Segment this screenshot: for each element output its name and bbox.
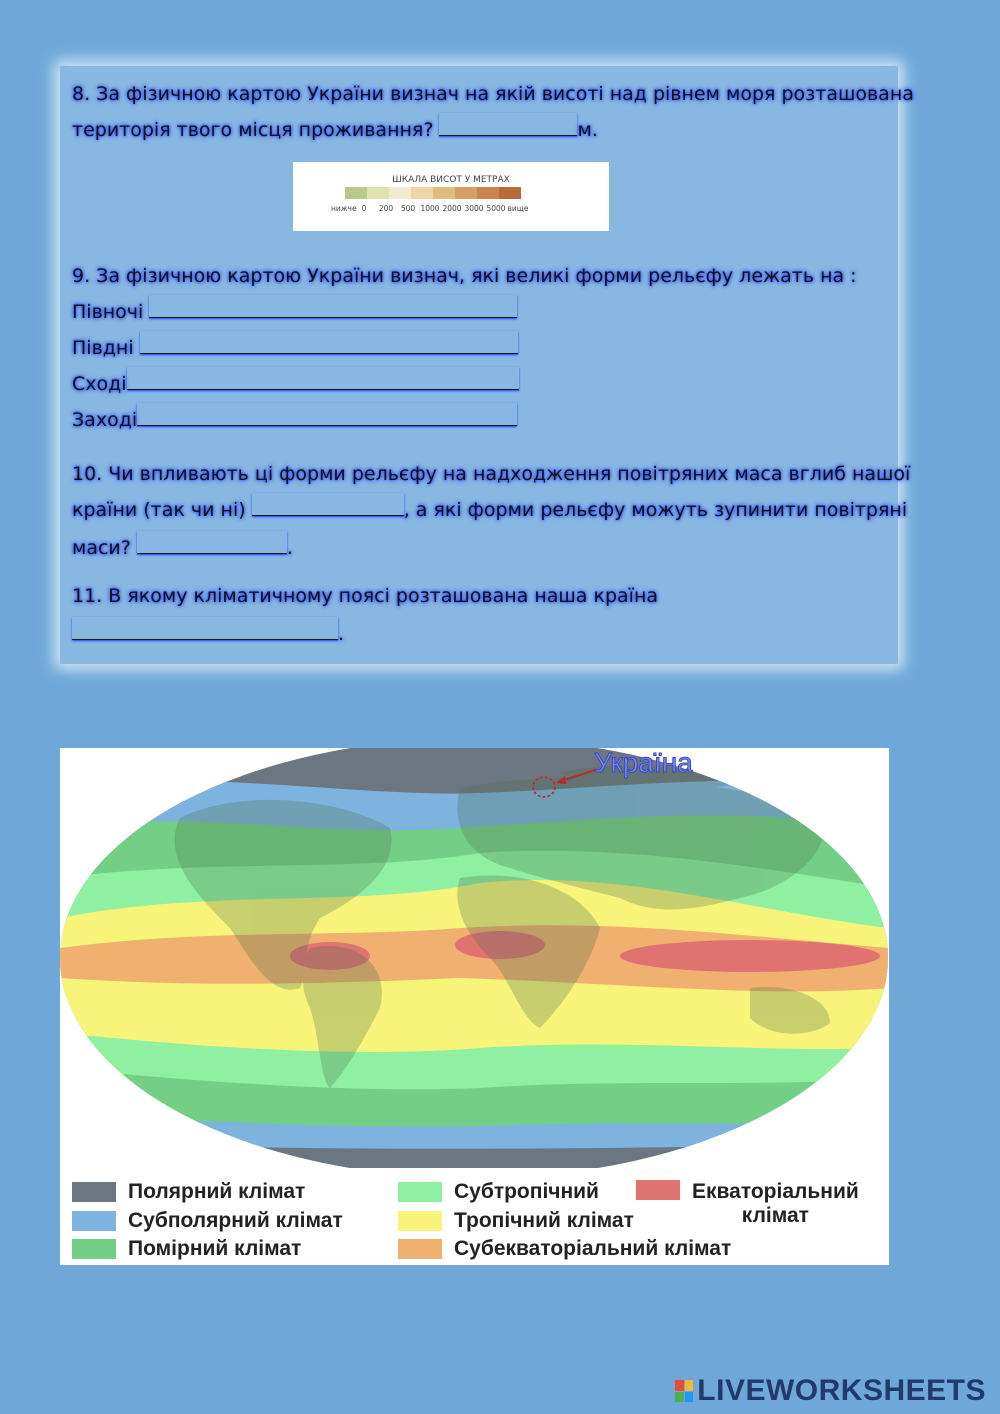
- climate-zones-map: [60, 748, 889, 1265]
- legend-label: Субполярний клімат: [128, 1209, 343, 1232]
- legend-swatch: [398, 1239, 442, 1259]
- legend-temperate: [72, 1237, 301, 1261]
- question-10-text-end: маси?: [72, 537, 131, 559]
- elevation-tick-label: вище: [507, 204, 529, 213]
- south-label: Півдні: [72, 337, 134, 359]
- question-9-south: [72, 330, 518, 366]
- legend-swatch: [636, 1180, 680, 1200]
- question-8-text: територія твого місця проживання?: [72, 119, 434, 141]
- elevation-color-swatch: [433, 187, 455, 199]
- elevation-scale-labels: [331, 204, 529, 213]
- elevation-tick-label: 0: [361, 204, 367, 213]
- question-10-line3: [72, 530, 293, 566]
- ukraine-label: Україна: [594, 748, 693, 778]
- unit-label: м.: [577, 119, 598, 141]
- legend-label: Тропічний клімат: [454, 1209, 634, 1232]
- elevation-scale: [293, 162, 609, 231]
- logo-text: LIVEWORKSHEETS: [697, 1374, 986, 1407]
- question-11-line2: [72, 616, 344, 652]
- worksheet-panel: [60, 66, 914, 664]
- legend-label: Помірний клімат: [128, 1237, 302, 1260]
- legend-subequatorial: [398, 1237, 731, 1261]
- answer-blank-west[interactable]: [137, 403, 517, 426]
- legend-tropical: [398, 1209, 634, 1233]
- legend-subpolar: [72, 1209, 343, 1233]
- question-8-line2: [72, 112, 598, 148]
- elevation-tick-label: 3000: [464, 204, 484, 213]
- answer-blank-east[interactable]: [127, 367, 519, 390]
- legend-swatch: [398, 1182, 442, 1202]
- elevation-color-swatch: [477, 187, 499, 199]
- period: .: [338, 623, 345, 645]
- answer-blank-q10-yesno[interactable]: [252, 493, 404, 516]
- legend-swatch: [72, 1211, 116, 1231]
- answer-blank-q11[interactable]: [72, 617, 338, 640]
- answer-blank-q8[interactable]: [439, 113, 577, 136]
- elevation-tick-label: 5000: [486, 204, 506, 213]
- question-8-line1: 8. За фізичною картою України визнач на якій висоті над рівнем моря розташована: [72, 83, 914, 105]
- legend-swatch: [72, 1182, 116, 1202]
- question-9-east: [72, 366, 519, 402]
- question-9-west: [72, 402, 517, 438]
- legend-swatch: [72, 1239, 116, 1259]
- legend-swatch: [398, 1211, 442, 1231]
- question-10-text-cont: , а які форми рельєфу можуть зупинити повітряні: [403, 499, 908, 521]
- elevation-tick-label: 200: [378, 204, 394, 213]
- elevation-color-swatch: [499, 187, 521, 199]
- question-10-line1: 10. Чи впливають ці форми рельєфу на надходження повітряних маса вглиб нашої: [72, 463, 911, 485]
- legend-label-line2: клімат: [741, 1204, 809, 1227]
- question-11-line1: 11. В якому кліматичному поясі розташована наша країна: [72, 585, 659, 607]
- west-label: Заході: [72, 409, 138, 431]
- question-9-north: [72, 294, 517, 330]
- legend-equatorial: [636, 1180, 859, 1228]
- legend-label: Екваторіальний: [692, 1180, 859, 1203]
- elevation-tick-label: 500: [400, 204, 416, 213]
- logo-icon: [675, 1380, 693, 1402]
- legend-label: Полярний клімат: [128, 1180, 306, 1203]
- question-9-intro: 9. За фізичною картою України визнач, які великі форми рельєфу лежать на :: [72, 265, 857, 287]
- answer-blank-north[interactable]: [149, 295, 517, 318]
- answer-blank-q10-forms[interactable]: [137, 531, 287, 554]
- question-10-text: країни (так чи ні): [72, 499, 246, 521]
- legend-subtropical: [398, 1180, 599, 1204]
- world-climate-map-image: [60, 748, 889, 1168]
- liveworksheets-logo[interactable]: [675, 1374, 986, 1408]
- answer-blank-south[interactable]: [140, 331, 518, 354]
- elevation-scale-title: ШКАЛА ВИСОТ У МЕТРАХ: [392, 175, 510, 185]
- elevation-tick-label: нижче: [331, 204, 357, 213]
- elevation-color-swatch: [389, 187, 411, 199]
- legend-polar: [72, 1180, 305, 1204]
- elevation-scale-bar: [345, 187, 521, 199]
- legend-label: Субтропічний: [454, 1180, 599, 1203]
- north-label: Півночі: [72, 301, 144, 323]
- elevation-color-swatch: [367, 187, 389, 199]
- period: .: [286, 537, 293, 559]
- legend-label: Субекваторіальний клімат: [454, 1237, 732, 1260]
- elevation-tick-label: 1000: [420, 204, 440, 213]
- elevation-color-swatch: [411, 187, 433, 199]
- elevation-color-swatch: [455, 187, 477, 199]
- elevation-tick-label: 2000: [442, 204, 462, 213]
- east-label: Сході: [72, 373, 127, 395]
- elevation-color-swatch: [345, 187, 367, 199]
- question-10-line2: [72, 492, 907, 528]
